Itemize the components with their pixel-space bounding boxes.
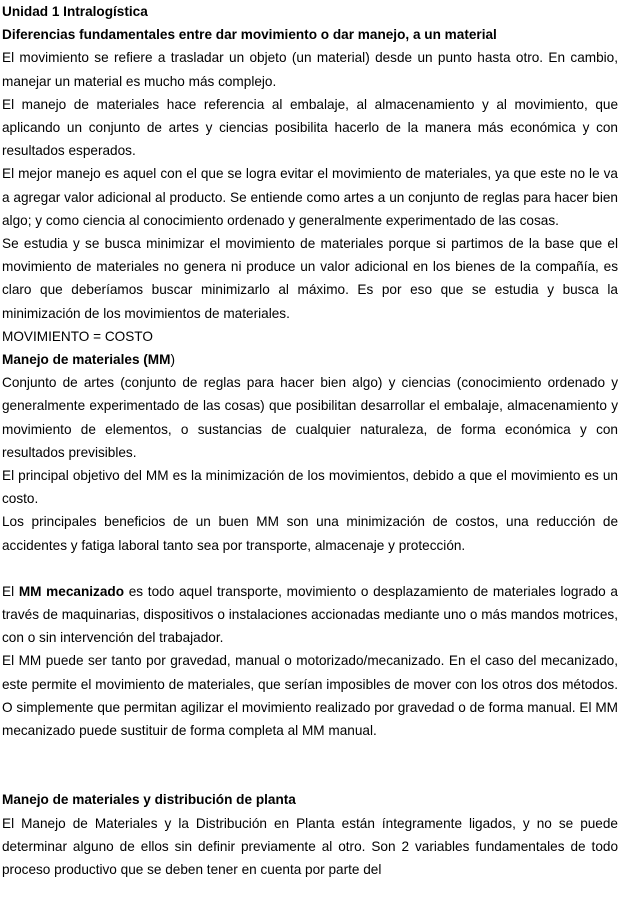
section-title-mm-bold: Manejo de materiales (MM <box>2 352 171 368</box>
section-title-mm <box>2 348 618 371</box>
paragraph-mm-mechanized-rest: es todo aquel transporte, movimiento o desplazamiento de materiales logrado a través de maquinarias, dispositivos o instalaciones accionadas mediante uno o más mandos motrices, con o sin intervención del trabajador. <box>2 583 618 646</box>
paragraph-minimization: Se estudia y se busca minimizar el movimiento de materiales porque si partimos de la base que el movimiento de materiales no genera ni produce un valor adicional en los bienes de la compañía, es claro que deberíamos buscar minimizarlo al máximo. Es por eso que se estudia y busca la minimización de los movimientos de materiales. <box>2 236 618 321</box>
unit-title: Unidad 1 Intralogística <box>2 4 148 19</box>
paragraph-mm-benefits: Los principales beneficios de un buen MM son una minimización de costos, una reducción de accidentes y fatiga laboral tanto sea por transporte, almacenaje y protección. <box>2 514 618 553</box>
term-mm-mecanizado: MM mecanizado <box>18 583 124 599</box>
paragraph-plant-layout: El Manejo de Materiales y la Distribución en Planta están íntegramente ligados, y no se puede determinar alguno de ellos sin definir previamente al otro. Son 2 variables fundamentales de todo proceso productivo que se deben tener en cuenta por parte del <box>2 815 618 877</box>
spacer <box>2 742 618 788</box>
spacer <box>2 557 618 580</box>
paragraph-handling-definition: El manejo de materiales hace referencia al embalaje, al almacenamiento y al movimiento, que aplicando un conjunto de artes y ciencias posibilita hacerlo de la manera más económica y con resultados esperados. <box>2 96 618 159</box>
equation-movement-cost: MOVIMIENTO = COSTO <box>2 328 153 344</box>
paragraph-mm-mechanized <box>2 580 618 650</box>
paragraph-movement-definition: El movimiento se refiere a trasladar un objeto (un material) desde un punto hasta otro. En cambio, manejar un material es mucho más complejo. <box>2 50 618 89</box>
paragraph-best-handling: El mejor manejo es aquel con el que se logra evitar el movimiento de materiales, ya que este no le va a agregar valor adicional al producto. Se entiende como artes a un conjunto de reglas para hacer bien algo; y como ciencia al conocimiento ordenado y generalmente experimentado de las cosas. <box>2 166 618 228</box>
section-title-mm-tail: ) <box>170 352 175 368</box>
paragraph-mm-types: El MM puede ser tanto por gravedad, manual o motorizado/mecanizado. En el caso del mecanizado, este permite el movimiento de materiales, que serían imposibles de mover con los otros dos métodos. O simplemente que permitan agilizar el movimiento realizado por gravedad o de forma manual. El MM mecanizado puede sustituir de forma completa al MM manual. <box>2 653 618 739</box>
paragraph-mm-mechanized-lead: El <box>2 583 19 599</box>
section-title-plant-layout: Manejo de materiales y distribución de planta <box>2 792 296 808</box>
section-title-differences: Diferencias fundamentales entre dar movimiento o dar manejo, a un material <box>2 27 497 43</box>
paragraph-mm-definition: Conjunto de artes (conjunto de reglas para hacer bien algo) y ciencias (conocimiento ordenado y generalmente experimentado de las cosas) que posibilitan desarrollar el embalaje, almacenamiento y movimiento de elementos, o sustancias de cualquier naturaleza, de forma económica y con resultados previsibles. <box>2 375 618 460</box>
paragraph-mm-objective: El principal objetivo del MM es la minimización de los movimientos, debido a que el movimiento es un costo. <box>2 468 618 507</box>
